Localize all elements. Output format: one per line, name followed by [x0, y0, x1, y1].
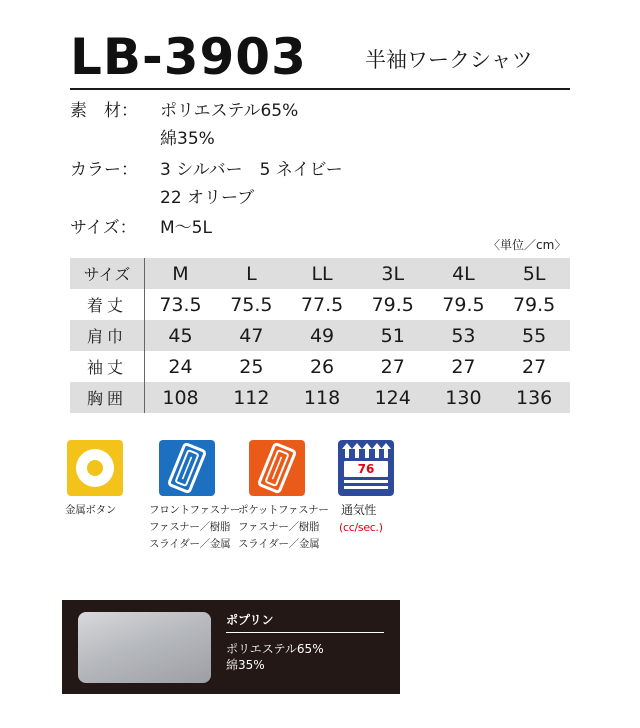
front-zipper-icon [159, 440, 215, 496]
table-cell: 53 [428, 320, 499, 351]
table-cell: 24 [168, 355, 193, 378]
table-cell: 79.5 [442, 293, 485, 316]
size-header-cell: LL [287, 258, 358, 289]
table-row [70, 351, 570, 382]
pocket-zipper-icon [249, 440, 305, 496]
material-label: 素 材： [70, 101, 138, 121]
front-zipper-detail: スライダー／金属 [149, 538, 231, 550]
fabric-swatch [78, 612, 211, 683]
table-cell: 75.5 [230, 293, 273, 316]
breathability-value: 76 [357, 462, 375, 476]
pocket-zipper-label: ポケットファスナー [238, 504, 329, 516]
material-line-1: ポリエステル65% [160, 101, 299, 121]
table-cell: 47 [216, 320, 287, 351]
front-zipper-label: フロントファスナー [149, 504, 241, 516]
table-row [70, 289, 570, 320]
table-cell: 118 [287, 382, 358, 413]
size-header-cell: L [216, 258, 287, 289]
size-header-cell: 5L [499, 258, 570, 289]
front-zipper-detail: ファスナー／樹脂 [149, 521, 231, 533]
table-cell: 77.5 [300, 293, 344, 316]
color-label: カラー： [70, 160, 138, 180]
row-label: 胸囲 [70, 382, 145, 413]
product-subtitle: 半袖ワークシャツ [365, 48, 533, 72]
size-header-cell: M [145, 258, 217, 289]
table-cell: 73.5 [159, 293, 202, 316]
size-header-cell: 4L [428, 258, 499, 289]
color-line-2: 22 オリーブ [160, 188, 255, 208]
table-row [70, 382, 570, 413]
table-cell: 112 [216, 382, 287, 413]
metal-button-icon [67, 440, 123, 496]
table-cell: 124 [357, 382, 428, 413]
header-divider [70, 88, 570, 90]
fabric-composition-line-2: 綿35% [226, 658, 265, 672]
fabric-name: ポプリン [226, 613, 274, 627]
material-line-2: 綿35% [160, 129, 215, 149]
row-label: 肩巾 [70, 320, 145, 351]
color-line-1: 3 シルバー 5 ネイビー [160, 160, 343, 180]
breathability-label: 通気性 [341, 503, 377, 517]
table-cell: 27 [380, 355, 405, 378]
size-header-label: サイズ [70, 258, 145, 289]
model-number: LB-3903 [70, 28, 307, 86]
unit-note: 〈単位／cm〉 [488, 238, 567, 252]
breathability-unit: (cc/sec.) [339, 521, 383, 534]
size-table [70, 258, 570, 413]
size-range: M～5L [160, 218, 212, 238]
size-label: サイズ： [70, 218, 137, 238]
pocket-zipper-detail: スライダー／金属 [238, 538, 320, 550]
table-cell: 27 [451, 355, 476, 378]
row-label: 袖丈 [70, 351, 145, 382]
table-cell: 55 [499, 320, 570, 351]
metal-button-label: 金属ボタン [65, 504, 116, 516]
size-header-cell: 3L [357, 258, 428, 289]
fabric-composition-line-1: ポリエステル65% [226, 642, 324, 656]
table-cell: 79.5 [371, 293, 414, 316]
table-cell: 108 [145, 382, 217, 413]
table-cell: 26 [309, 355, 335, 378]
size-header-row [70, 258, 570, 289]
table-cell: 79.5 [512, 293, 556, 316]
fabric-divider [226, 632, 384, 633]
table-cell: 49 [287, 320, 358, 351]
table-cell: 130 [428, 382, 499, 413]
table-cell: 51 [357, 320, 428, 351]
table-cell: 27 [522, 355, 547, 378]
pocket-zipper-detail: ファスナー／樹脂 [238, 521, 320, 533]
table-cell: 136 [499, 382, 570, 413]
row-label: 着丈 [70, 289, 145, 320]
table-cell: 45 [145, 320, 217, 351]
table-cell: 25 [239, 355, 264, 378]
table-row [70, 320, 570, 351]
breathability-icon [338, 440, 394, 496]
